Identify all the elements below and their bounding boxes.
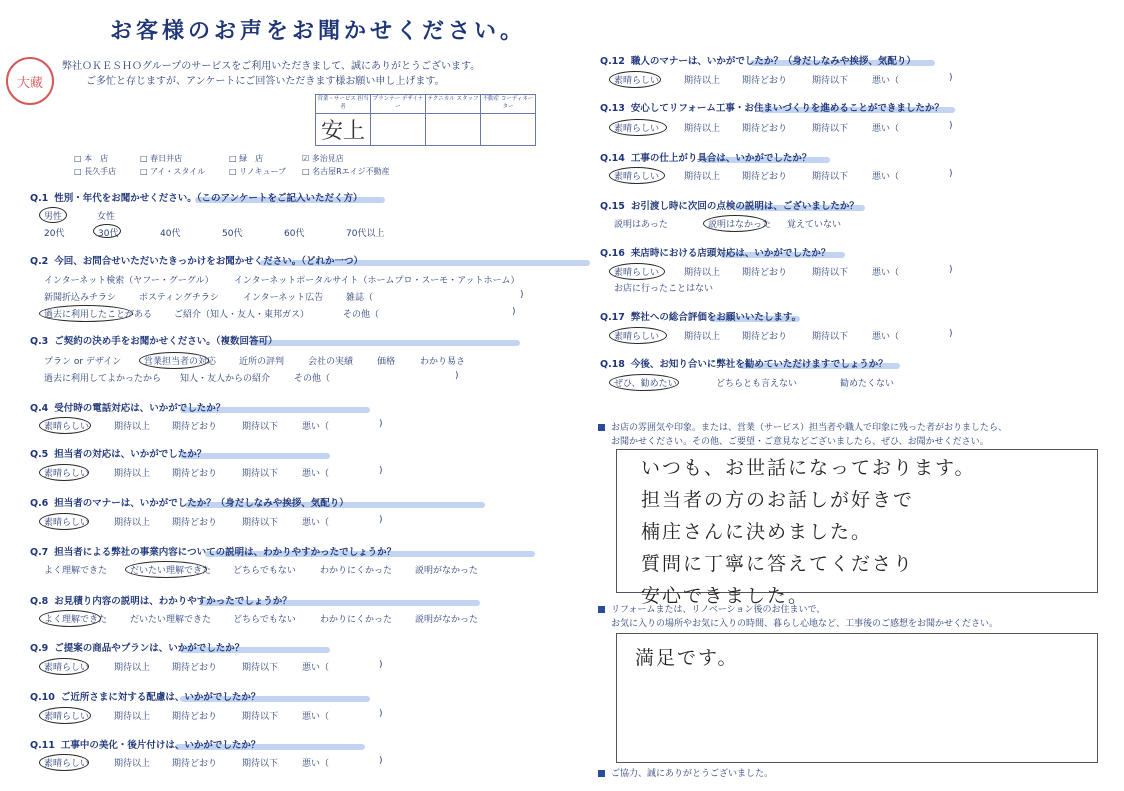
q15-selected-circle [703,215,767,232]
q17-option[interactable]: 期待どおり [742,332,788,342]
store-option[interactable]: □ 長久手店 [74,167,117,176]
section-bullet-icon [598,770,605,777]
question-number: Q.2 [30,256,49,267]
staff-header: テクニカル スタッフ [426,95,481,114]
question-q4 [30,400,225,414]
staff-header: プランナー デザイナー [371,95,426,114]
q14-option[interactable]: 期待以上 [684,172,721,182]
q9-option[interactable]: 素晴らしい [44,663,90,673]
page-title: お客様のお声をお聞かせください。 [110,19,527,44]
q13-option[interactable]: 期待以下 [812,124,849,134]
question-text: 担当者による弊社の事業内容についての説明は、わかりやすかったでしょうか？ [54,547,397,558]
q12-selected-circle [609,71,661,88]
q15-option[interactable]: 説明はなかった [708,220,772,230]
q9-option[interactable]: 悪い（ [302,663,330,673]
q6-option: ) [379,515,383,525]
q7-option[interactable]: どちらでもない [233,566,296,576]
question-number: Q.16 [600,248,625,259]
q10-option[interactable]: 悪い（ [302,712,330,722]
q13-selected-circle [609,119,667,136]
question-text: ご契約の決め手をお聞かせください。（複数回答可） [54,336,278,347]
q17-option[interactable]: 悪い（ [872,332,900,342]
q11-option[interactable]: 期待どおり [172,759,218,769]
q12-option[interactable]: 期待以上 [684,76,721,86]
question-number: Q.5 [30,449,49,460]
q13-option[interactable]: 素晴らしい [614,124,660,134]
q18-selected-circle [609,374,679,391]
question-q9 [30,640,244,654]
question-text: お引渡し時に次回の点検の説明は、ございましたか？ [630,201,859,212]
q1-option[interactable]: 50代 [222,229,243,239]
q1-option[interactable]: 40代 [160,229,181,239]
q17-option[interactable]: 期待以上 [684,332,721,342]
question-text: 受付時の電話対応は、いかがでしたか？ [54,403,226,414]
q6-option[interactable]: 期待どおり [172,518,218,528]
question-text: 職人のマナーは、いかがでしたか？（身だしなみや挨拶、気配り） [630,56,916,67]
q3-option[interactable]: 過去に利用してよかったから [44,374,162,384]
q2-option[interactable]: その他（ [343,310,380,320]
question-number: Q.14 [600,153,625,164]
question-q5 [30,446,206,460]
q12-option[interactable]: 悪い（ [872,76,900,86]
staff-realestate-value [481,114,536,146]
footer [598,767,773,781]
q2-option[interactable]: 過去に利用したことがある [44,310,153,320]
q1-selected-circle [39,207,67,223]
q2-option: ) [520,290,524,300]
q16-option[interactable]: お店に行ったことはない [614,284,714,294]
q11-selected-circle [39,754,89,771]
store-option[interactable]: □ アイ・スタイル [140,167,206,176]
question-q13 [600,100,944,114]
q6-selected-circle [39,513,89,530]
q1-selected-circle [93,224,121,238]
q7-option[interactable]: 説明がなかった [415,566,479,576]
q1-option[interactable]: 30代 [98,229,119,239]
q2-selected-circle [39,305,133,322]
q13-option: ) [949,121,953,131]
staff-header: 不動産 コーディネーター [481,95,536,114]
q11-option: ) [379,756,383,766]
question-text: ご提案の商品やプランは、いかがでしたか？ [54,643,245,654]
q8-option[interactable]: だいたい理解できた [130,615,212,625]
q5-option[interactable]: 悪い（ [302,469,330,479]
q4-option[interactable]: 素晴らしい [44,422,90,432]
q5-option[interactable]: 素晴らしい [44,469,90,479]
q4-option[interactable]: 悪い（ [302,422,330,432]
q4-option[interactable]: 期待以上 [114,422,151,432]
q3-option[interactable]: 近所の評判 [239,357,285,367]
q3-option[interactable]: わかり易さ [420,357,466,367]
q10-option[interactable]: 期待以下 [242,712,279,722]
comment-line: 安心できました。 [641,585,810,607]
comment-line: 質問に丁寧に答えてくださり [641,553,915,575]
staff-sales-value: 安上 [316,114,371,146]
question-number: Q.17 [600,312,625,323]
q10-option: ) [379,709,383,719]
staff-technical-value [426,114,481,146]
q14-option[interactable]: 期待以下 [812,172,849,182]
q16-option[interactable]: 期待どおり [742,268,788,278]
impression-prompt-line1: お店の雰囲気や印象。または、営業（サービス）担当者や職人で印象に残った者がおりましたら、 [611,423,1008,433]
q9-selected-circle [39,658,89,675]
question-text: 担当者のマナーは、いかがでしたか？（身だしなみや挨拶、気配り） [54,498,349,509]
impression-comment-box[interactable] [616,449,1098,607]
q14-option[interactable]: 素晴らしい [614,172,660,182]
question-text: 安心してリフォーム工事・お住まいづくりを進めることができましたか？ [630,103,944,114]
section-bullet-icon [598,606,605,613]
section-bullet-icon [598,424,605,431]
footer-text: ご協力、誠にありがとうございました。 [611,769,774,779]
q16-option[interactable]: 素晴らしい [614,268,660,278]
q14-option[interactable]: 悪い（ [872,172,900,182]
q18-option[interactable]: ぜひ、勧めたい [614,379,677,389]
store-option[interactable]: □ 緑 店 [229,154,264,163]
q2-option[interactable]: 雑誌（ [346,293,374,303]
question-q7 [30,544,396,558]
after-prompt-line1: リフォームまたは、リノベーション後のお住まいで、 [611,605,826,615]
question-number: Q.15 [600,201,625,212]
q8-option[interactable]: わかりにくかった [320,615,393,625]
q15-option[interactable]: 覚えていない [787,220,842,230]
q3-option: ) [455,371,459,381]
question-number: Q.6 [30,498,49,509]
question-number: Q.1 [30,193,49,204]
question-q18 [600,356,888,370]
question-q8 [30,593,292,607]
q2-option[interactable]: ご紹介（知人・友人・東邦ガス） [174,310,310,320]
question-q3 [30,333,278,347]
q4-option[interactable]: 期待どおり [172,422,218,432]
store-option[interactable]: □ 春日井店 [140,154,183,163]
question-q12 [600,53,916,67]
q10-option[interactable]: 素晴らしい [44,712,90,722]
question-number: Q.13 [600,103,625,114]
impression-prompt [598,421,1007,449]
company-seal [6,57,54,105]
store-option[interactable]: □ リノキューブ [229,167,287,176]
q2-option[interactable]: 新聞折込みチラシ [44,293,117,303]
q17-option[interactable]: 素晴らしい [614,332,660,342]
q12-option[interactable]: 素晴らしい [614,76,660,86]
question-text: 工事中の美化・後片付けは、いかがでしたか？ [60,740,261,751]
question-q1 [30,190,362,204]
after-comment: 満足です。 [635,647,739,669]
question-text: 来店時における店頭対応は、いかがでしたか？ [630,248,831,259]
q3-selected-circle [139,352,209,369]
question-text: 担当者の対応は、いかがでしたか？ [54,449,207,460]
q8-option[interactable]: どちらでもない [233,615,296,625]
q8-selected-circle [39,610,101,627]
q10-selected-circle [39,707,91,724]
question-text: お見積り内容の説明は、わかりやすかったでしょうか？ [54,596,292,607]
question-q14 [600,150,811,164]
q11-option[interactable]: 悪い（ [302,759,330,769]
question-text: 性別・年代をお聞かせください。（このアンケートをご記入いただく方） [54,193,363,204]
question-text: 弊社への総合評価をお願いいたします。 [630,312,802,323]
question-q10 [30,689,260,703]
question-number: Q.7 [30,547,49,558]
q3-option[interactable]: 知人・友人からの紹介 [180,374,271,384]
question-q2 [30,253,363,267]
question-number: Q.11 [30,740,55,751]
q10-option[interactable]: 期待どおり [172,712,218,722]
staff-table [315,94,536,146]
q3-option[interactable]: 価格 [377,357,396,367]
q9-option[interactable]: 期待どおり [172,663,218,673]
q14-option: ) [949,169,953,179]
question-q16 [600,245,830,259]
intro-line-2: ご多忙と存じますが、アンケートにご回答いただきます様お願い申し上げます。 [86,76,445,87]
q13-option[interactable]: 期待以上 [684,124,721,134]
q5-option[interactable]: 期待どおり [172,469,218,479]
question-text: ご近所さまに対する配慮は、いかがでしたか？ [60,692,261,703]
q2-option[interactable]: インターネットポータルサイト（ホームプロ・スーモ・アットホーム） [234,276,520,286]
after-prompt [598,603,998,631]
q16-option[interactable]: 期待以下 [812,268,849,278]
store-option[interactable]: □ 本 店 [74,154,109,163]
q3-option[interactable]: プラン or デザイン [44,357,122,367]
q10-option[interactable]: 期待以上 [114,712,151,722]
q4-option: ) [379,419,383,429]
q8-option[interactable]: 説明がなかった [415,615,479,625]
question-number: Q.4 [30,403,49,414]
q17-selected-circle [609,327,667,344]
q17-option[interactable]: 期待以下 [812,332,849,342]
question-q15 [600,198,859,212]
q18-option[interactable]: どちらとも言えない [716,379,798,389]
q6-option[interactable]: 素晴らしい [44,518,90,528]
q12-option[interactable]: 期待以下 [812,76,849,86]
after-prompt-line2: お気に入りの場所やお気に入りの時間、暮らし心地など、工事後のご感想をお聞かせください。 [611,619,999,629]
q4-selected-circle [39,417,91,434]
impression-prompt-line2: お聞かせください。その他、ご要望・ご意見などございましたら、ぜひ、お聞かせください。 [611,437,989,447]
q8-option[interactable]: よく理解できた [44,615,108,625]
q13-option[interactable]: 悪い（ [872,124,900,134]
q16-selected-circle [609,263,665,280]
question-q6 [30,495,349,509]
q14-selected-circle [609,167,665,184]
seal-text: 大藏 [16,75,43,91]
q3-option[interactable]: 営業担当者の対応 [144,357,217,367]
q17-option: ) [949,329,953,339]
q7-option[interactable]: わかりにくかった [320,566,393,576]
q2-option[interactable]: インターネット検索（ヤフー・グーグル） [44,276,214,286]
q3-option[interactable]: その他（ [294,374,331,384]
question-text: 今後、お知り合いに弊社を勧めていただけますでしょうか？ [630,359,888,370]
question-number: Q.8 [30,596,49,607]
question-number: Q.12 [600,56,625,67]
q14-option[interactable]: 期待どおり [742,172,788,182]
q1-option[interactable]: 70代以上 [346,229,385,239]
after-comment-box[interactable] [616,633,1098,763]
comment-line: 楠庄さんに決めました。 [641,521,873,543]
store-option-selected[interactable]: ☑ 多治見店 [302,154,344,163]
q1-option[interactable]: 男性 [44,212,63,222]
question-q11 [30,737,260,751]
q6-option[interactable]: 期待以下 [242,518,279,528]
q4-option[interactable]: 期待以下 [242,422,279,432]
q5-option[interactable]: 期待以下 [242,469,279,479]
q12-option: ) [949,73,953,83]
q2-option[interactable]: ポスティングチラシ [139,293,219,303]
question-text: 工事の仕上がり具合は、いかがでしたか？ [630,153,812,164]
q5-option: ) [379,466,383,476]
q7-option[interactable]: だいたい理解できた [130,566,212,576]
q5-selected-circle [39,464,89,481]
q9-option[interactable]: 期待以上 [114,663,151,673]
q1-option[interactable]: 女性 [97,212,116,222]
question-number: Q.3 [30,336,49,347]
q11-option[interactable]: 素晴らしい [44,759,90,769]
q12-option[interactable]: 期待どおり [742,76,788,86]
question-text: 今回、お問合せいただいたきっかけをお聞かせください。（どれか一つ） [54,256,364,267]
q9-option[interactable]: 期待以下 [242,663,279,673]
question-number: Q.10 [30,692,55,703]
q9-option: ) [379,660,383,670]
q6-option[interactable]: 期待以上 [114,518,151,528]
question-number: Q.18 [600,359,625,370]
question-q17 [600,309,801,323]
q2-option: ) [512,307,516,317]
question-number: Q.9 [30,643,49,654]
q7-option[interactable]: よく理解できた [44,566,108,576]
comment-line: 担当者の方のお話しが好きで [641,489,915,511]
staff-header: 営業・サービス 担当者 [316,95,371,114]
comment-line: いつも、お世話になっております。 [641,457,976,479]
staff-planner-value [371,114,426,146]
q11-option[interactable]: 期待以上 [114,759,151,769]
q6-option[interactable]: 悪い（ [302,518,330,528]
q5-option[interactable]: 期待以上 [114,469,151,479]
q11-option[interactable]: 期待以下 [242,759,279,769]
q13-option[interactable]: 期待どおり [742,124,788,134]
q1-option[interactable]: 60代 [284,229,305,239]
store-option[interactable]: □ 名古屋Rエイジ不動産 [302,167,390,176]
q18-option[interactable]: 勧めたくない [840,379,895,389]
q7-selected-circle [125,561,207,578]
q16-option[interactable]: 期待以上 [684,268,721,278]
intro-line-1: 弊社ＯＫＥＳＨＯグループのサービスをご利用いただきまして、誠にありがとうございます。 [62,61,481,72]
q3-option[interactable]: 会社の実績 [308,357,354,367]
question-highlight [250,340,520,346]
q16-option[interactable]: 悪い（ [872,268,900,278]
q1-option[interactable]: 20代 [44,229,65,239]
q16-option: ) [949,265,953,275]
q2-option[interactable]: インターネット広告 [243,293,324,303]
q15-option[interactable]: 説明はあった [614,220,668,230]
